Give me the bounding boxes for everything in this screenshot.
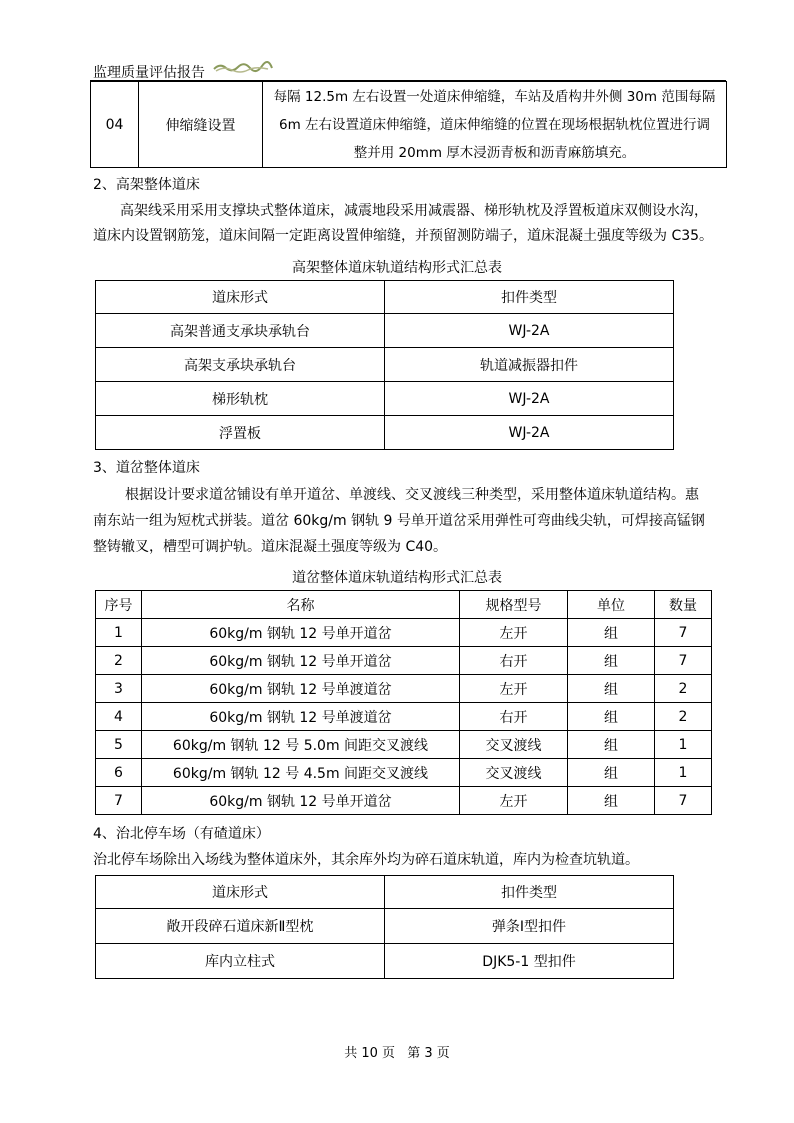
table-row [96, 731, 712, 759]
total-pages: 共 10 页 [344, 1046, 396, 1061]
table-cell: 高架普通支承块承轨台 [96, 314, 385, 348]
section-heading: 2、高架整体道床 [93, 177, 200, 193]
table-cell: 梯形轨枕 [96, 382, 385, 416]
table-cell: 7 [655, 647, 712, 675]
row-item: 伸缩缝设置 [139, 82, 263, 168]
table-cell: 6 [96, 759, 142, 787]
depot-track-table [95, 875, 674, 979]
table-cell: 组 [568, 759, 655, 787]
table-cell: 2 [655, 703, 712, 731]
table-row [96, 619, 712, 647]
column-header: 名称 [142, 591, 460, 619]
table-row [91, 82, 727, 168]
table-cell: 60kg/m 钢轨 12 号 4.5m 间距交叉渡线 [142, 759, 460, 787]
table-cell: 交叉渡线 [460, 759, 568, 787]
table-cell: 高架支承块承轨台 [96, 348, 385, 382]
column-header: 序号 [96, 591, 142, 619]
table-cell: 60kg/m 钢轨 12 号单开道岔 [142, 619, 460, 647]
report-title: 监理质量评估报告 [93, 65, 205, 81]
paragraph-line: 治北停车场除出入场线为整体道床外，其余库外均为碎石道床轨道，库内为检查坑轨道。 [93, 852, 639, 868]
table-cell: 弹条Ⅰ型扣件 [385, 909, 674, 944]
table-cell: 60kg/m 钢轨 12 号 5.0m 间距交叉渡线 [142, 731, 460, 759]
page-footer [0, 1042, 794, 1061]
paragraph-line: 道床内设置钢筋笼，道床间隔一定距离设置伸缩缝，并预留测防端子，道床混凝土强度等级为 C35。 [93, 228, 714, 244]
table-caption: 高架整体道床轨道结构形式汇总表 [292, 260, 502, 276]
table-cell: 组 [568, 703, 655, 731]
column-header: 道床形式 [96, 876, 385, 909]
table-cell: 7 [655, 787, 712, 815]
table-cell: 组 [568, 731, 655, 759]
table-cell: WJ-2A [385, 314, 674, 348]
table-cell: 1 [655, 759, 712, 787]
table-cell: 60kg/m 钢轨 12 号单渡道岔 [142, 703, 460, 731]
description-line: 整并用 20mm 厚木浸沥青板和沥青麻筋填充。 [353, 144, 636, 161]
table-cell: 敞开段碎石道床新Ⅱ型枕 [96, 909, 385, 944]
table-row [96, 382, 674, 416]
table-cell: 左开 [460, 787, 568, 815]
table-row [96, 703, 712, 731]
table-row [96, 759, 712, 787]
column-header: 单位 [568, 591, 655, 619]
column-header: 扣件类型 [385, 876, 674, 909]
joint-setting-table [90, 81, 727, 168]
table-cell: 3 [96, 675, 142, 703]
paragraph-line: 南东站一组为短枕式拼装。道岔 60kg/m 钢轨 9 号单开道岔采用弹性可弯曲线尖轨，可焊接高锰钢 [93, 513, 705, 529]
table-cell: 库内立柱式 [96, 944, 385, 979]
table-cell: 60kg/m 钢轨 12 号单开道岔 [142, 647, 460, 675]
table-row [96, 944, 674, 979]
column-header: 道床形式 [96, 281, 385, 314]
table-cell: 组 [568, 647, 655, 675]
table-cell: 交叉渡线 [460, 731, 568, 759]
table-cell: 2 [655, 675, 712, 703]
column-header: 规格型号 [460, 591, 568, 619]
description-line: 6m 左右设置道床伸缩缝，道床伸缩缝的位置在现场根据轨枕位置进行调 [278, 116, 711, 133]
table-cell: 轨道减振器扣件 [385, 348, 674, 382]
table-cell: WJ-2A [385, 382, 674, 416]
table-cell: DJK5-1 型扣件 [385, 944, 674, 979]
description-line: 每隔 12.5m 左右设置一处道床伸缩缝，车站及盾构井外侧 30m 范围每隔 [273, 88, 716, 105]
table-header-row [96, 281, 674, 314]
table-caption: 道岔整体道床轨道结构形式汇总表 [292, 570, 502, 586]
table-cell: 7 [655, 619, 712, 647]
table-cell: 60kg/m 钢轨 12 号单开道岔 [142, 787, 460, 815]
table-cell: 右开 [460, 647, 568, 675]
table-cell: 左开 [460, 675, 568, 703]
paragraph-line: 根据设计要求道岔铺设有单开道岔、单渡线、交叉渡线三种类型，采用整体道床轨道结构。惠 [125, 487, 699, 503]
table-cell: 60kg/m 钢轨 12 号单渡道岔 [142, 675, 460, 703]
paragraph-line: 整铸辙叉，槽型可调护轨。道床混凝土强度等级为 C40。 [93, 539, 448, 555]
table-cell: 7 [96, 787, 142, 815]
row-number: 04 [91, 82, 139, 168]
row-description [263, 82, 727, 168]
paragraph-line: 高架线采用采用支撑块式整体道床，减震地段采用减震器、梯形轨枕及浮置板道床双侧设水沟， [120, 203, 708, 219]
table-cell: 浮置板 [96, 416, 385, 450]
table-row [96, 675, 712, 703]
table-header-row [96, 591, 712, 619]
table-cell: 组 [568, 675, 655, 703]
company-logo-icon [212, 60, 274, 74]
section-heading: 4、治北停车场（有碴道床） [93, 826, 270, 842]
table-cell: 4 [96, 703, 142, 731]
table-cell: WJ-2A [385, 416, 674, 450]
table-header-row [96, 876, 674, 909]
column-header: 扣件类型 [385, 281, 674, 314]
turnout-table [95, 590, 712, 815]
column-header: 数量 [655, 591, 712, 619]
current-page: 第 3 页 [407, 1046, 450, 1061]
table-cell: 右开 [460, 703, 568, 731]
section-heading: 3、道岔整体道床 [93, 460, 200, 476]
table-row [96, 314, 674, 348]
elevated-track-table [95, 280, 674, 450]
table-row [96, 647, 712, 675]
table-cell: 左开 [460, 619, 568, 647]
table-cell: 组 [568, 619, 655, 647]
table-cell: 5 [96, 731, 142, 759]
table-row [96, 909, 674, 944]
table-cell: 组 [568, 787, 655, 815]
table-cell: 2 [96, 647, 142, 675]
table-cell: 1 [96, 619, 142, 647]
table-row [96, 348, 674, 382]
table-row [96, 416, 674, 450]
table-row [96, 787, 712, 815]
table-cell: 1 [655, 731, 712, 759]
